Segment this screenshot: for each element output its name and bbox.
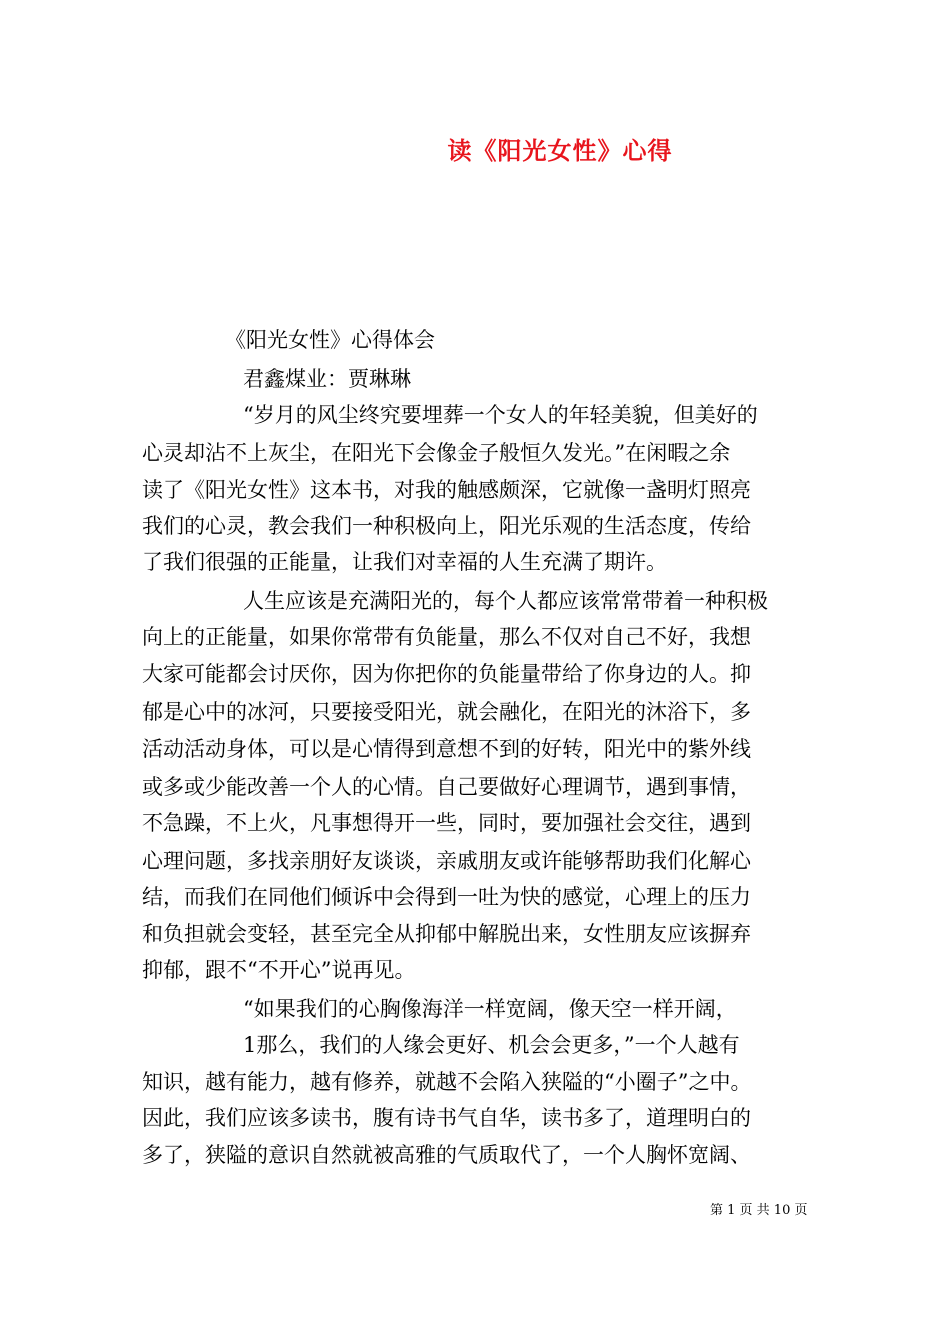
- text-line: 了我们很强的正能量，让我们对幸福的人生充满了期许。: [142, 550, 667, 574]
- text-line: 读了《阳光女性》这本书，对我的触感颇深，它就像一盏明灯照亮: [142, 478, 751, 502]
- subtitle: 《阳光女性》心得体会: [225, 328, 435, 352]
- text-line: 不急躁，不上火，凡事想得开一些，同时，要加强社会交往，遇到: [142, 811, 751, 835]
- text-line: 活动活动身体，可以是心情得到意想不到的好转，阳光中的紫外线: [142, 737, 751, 761]
- text-line: 1那么，我们的人缘会更好、机会会更多，”一个人越有: [243, 1033, 740, 1057]
- text-line: 大家可能都会讨厌你，因为你把你的负能量带给了你身边的人。抑: [142, 662, 751, 686]
- text-line: 郁是心中的冰河，只要接受阳光，就会融化，在阳光的沐浴下，多: [142, 700, 751, 724]
- page-number: 第 1 页 共 10 页: [710, 1203, 808, 1218]
- text-line: “岁月的风尘终究要埋葬一个女人的年轻美貌，但美好的: [243, 403, 758, 427]
- text-line: 心灵却沾不上灰尘，在阳光下会像金子般恒久发光。”在闲暇之余: [142, 441, 731, 465]
- text-line: 和负担就会变轻，甚至完全从抑郁中解脱出来，女性朋友应该摒弃: [142, 922, 751, 946]
- text-line: “如果我们的心胸像海洋一样宽阔，像天空一样开阔，: [243, 997, 737, 1021]
- text-line: 向上的正能量，如果你常带有负能量，那么不仅对自己不好，我想: [142, 625, 751, 649]
- text-line: 抑郁，跟不“不开心”说再见。: [142, 958, 416, 982]
- text-line: 因此，我们应该多读书，腹有诗书气自华，读书多了，道理明白的: [142, 1106, 751, 1130]
- text-line: 知识，越有能力，越有修养，就越不会陷入狭隘的“小圈子”之中。: [142, 1070, 752, 1094]
- text-line: 心理问题，多找亲朋好友谈谈，亲戚朋友或许能够帮助我们化解心: [142, 849, 751, 873]
- text-line: 结，而我们在同他们倾诉中会得到一吐为快的感觉，心理上的压力: [142, 885, 751, 909]
- text-line: 我们的心灵，教会我们一种积极向上，阳光乐观的生活态度，传给: [142, 514, 751, 538]
- author-line: 君鑫煤业：贾琳琳: [243, 367, 411, 391]
- document-title: 读《阳光女性》心得: [447, 137, 673, 165]
- text-line: 人生应该是充满阳光的，每个人都应该常常带着一种积极: [243, 589, 768, 613]
- text-line: 多了，狭隘的意识自然就被高雅的气质取代了，一个人胸怀宽阔、: [142, 1143, 751, 1167]
- text-line: 或多或少能改善一个人的心情。自己要做好心理调节，遇到事情，: [142, 775, 751, 799]
